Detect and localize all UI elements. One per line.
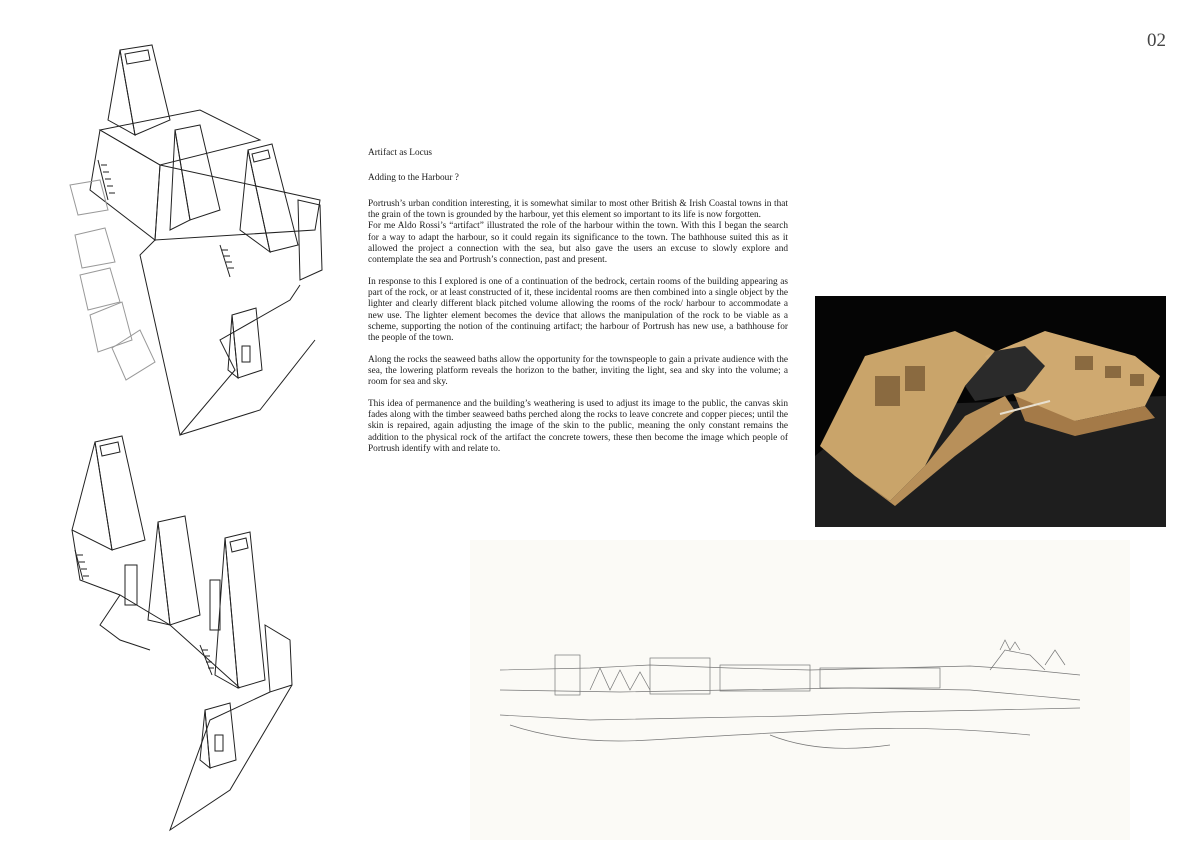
paragraph-3: Along the rocks the seaweed baths allow the opportunity for the townspeople to gain a private audience with the sea, the lowering platform reveals the horizon to the bather, inviting the light, sea and sky into the volume; a room for sea and sky. [368,354,788,388]
text-column [368,148,788,465]
page-number: 02 [1147,30,1166,51]
harbour-sketch [470,540,1130,840]
paragraph-2: In response to this I explored is one of a continuation of the bedrock, certain rooms of the building appearing as part of the rock, or at least constructed of it, these incidental rooms are then combined into a single object by the lighter and clearly different black pitched volume allowing the rooms of the rock/ harbour to accommodate a new use. The lighter element becomes the device that allows the manipulation of the rock to be viable as a scheme, supporting the notion of the continuing artifact; the harbour of Portrush has new use, a bathhouse for the people of the town. [368,276,788,344]
axonometric-drawing-upper [60,40,340,450]
section-title: Artifact as Locus [368,148,433,158]
paragraph-1: Portrush’s urban condition interesting, it is somewhat similar to most other British & Irish Coastal towns in that the grain of the town is grounded by the harbour, yet this element so important to its life is now forgotten. [368,198,788,220]
section-subtitle: Adding to the Harbour ? [368,173,459,184]
axonometric-drawing-lower [60,430,300,840]
paragraph-4: This idea of permanence and the building’s weathering is used to adjust its image to the public, the canvas skin fades along with the timber seaweed baths perched along the rocks to leave concrete and copper pieces; until the skin is repaired, again adjusting the image of the skin to the public, meaning the only constant remains the addition to the physical rock of the artifact the concrete towers, these then become the image which people of Portrush identify with and relate to. [368,398,788,454]
paragraph-1b: For me Aldo Rossi’s “artifact” illustrated the role of the harbour within the town. With this I began the search for a way to adapt the harbour, so it could regain its significance to the town. The bathhouse suited this as it allowed the project a connection with the sea, but also gave the users an excuse to slowly explore and contemplate the sea and Portrush’s connection, past and present. [368,221,788,266]
model-photograph [815,296,1166,527]
